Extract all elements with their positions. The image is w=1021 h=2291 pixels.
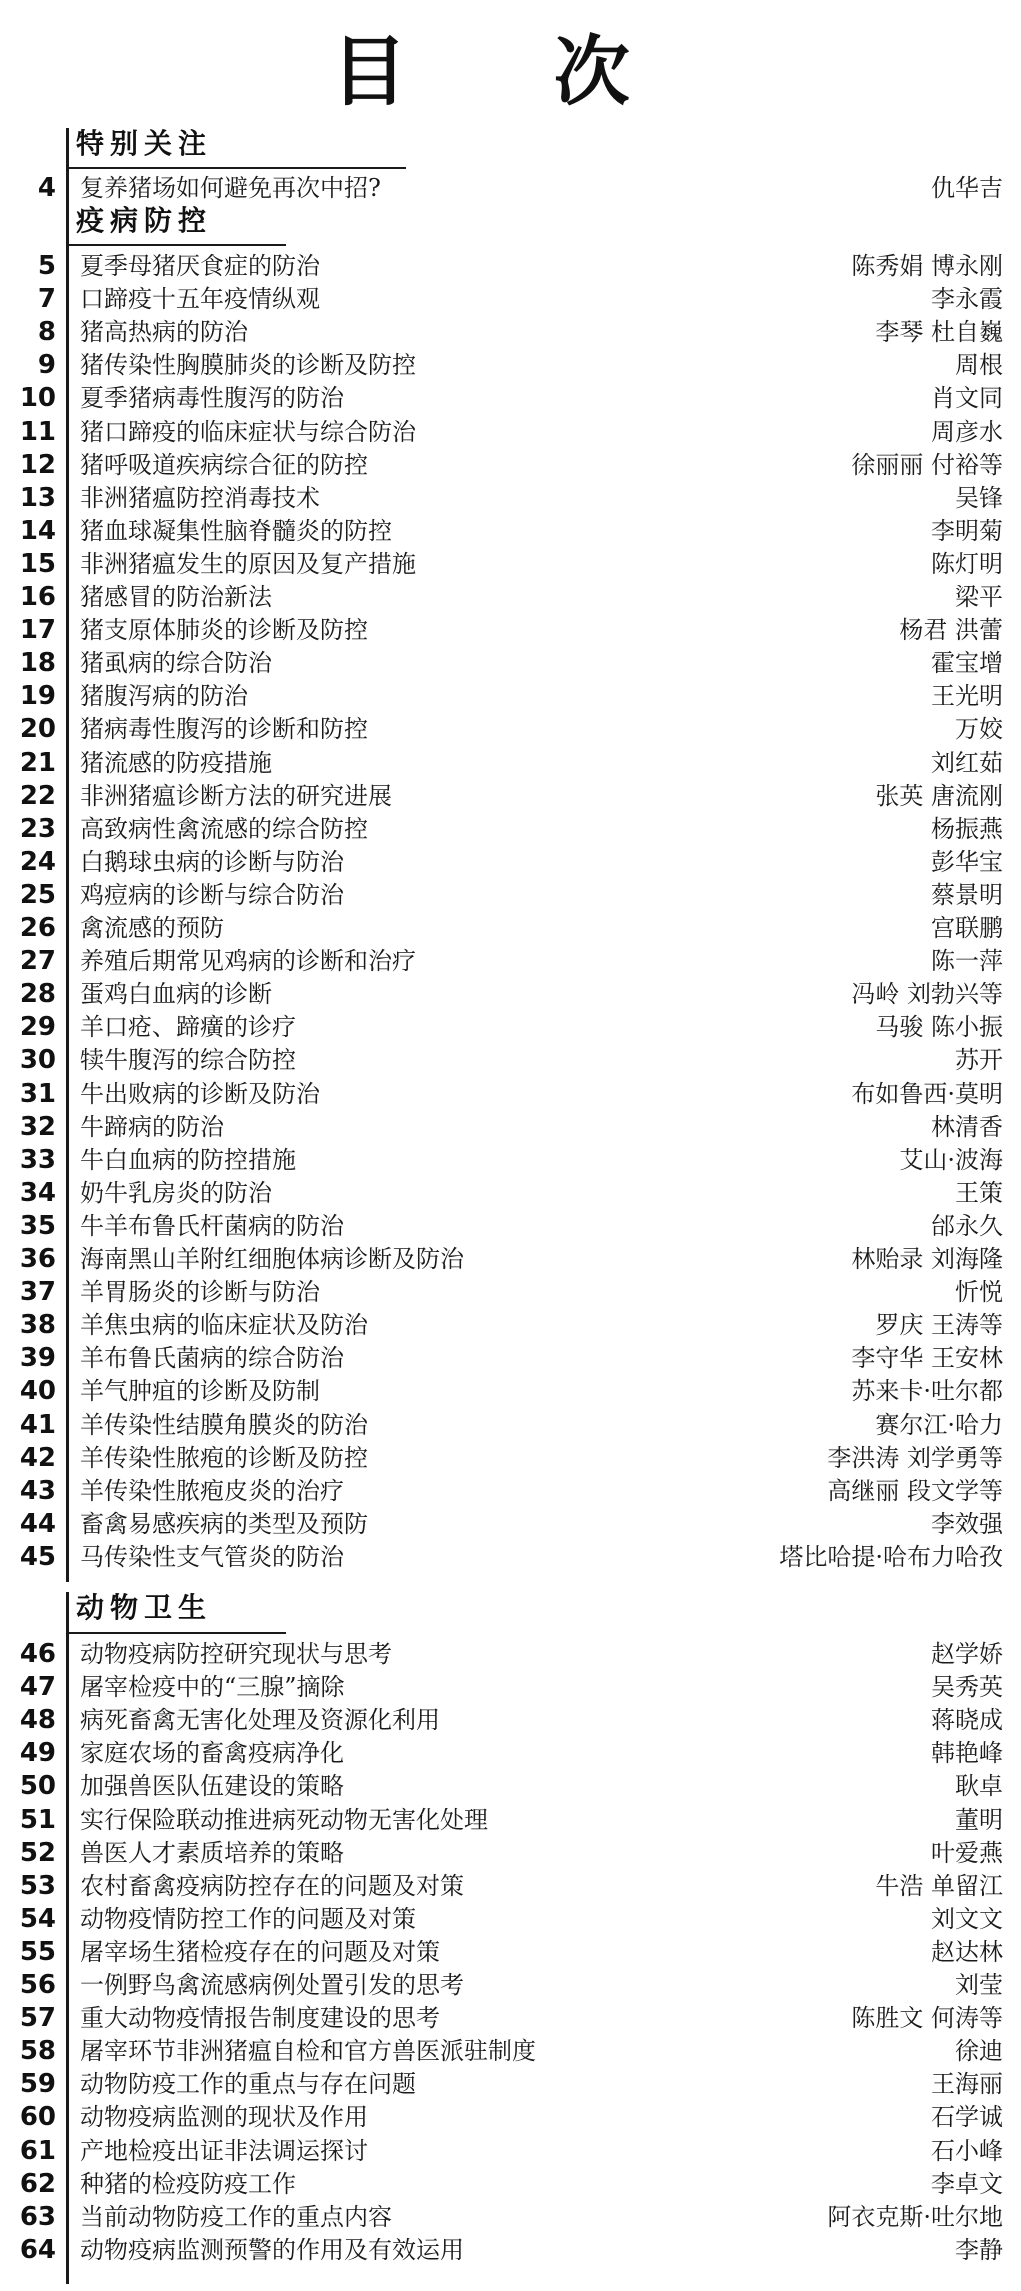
page-number: 25 — [19, 879, 56, 910]
article-title: 养殖后期常见鸡病的诊断和治疗 — [80, 947, 416, 976]
article-title: 羊胃肠炎的诊断与防治 — [80, 1278, 320, 1307]
article-title: 非洲猪瘟发生的原因及复产措施 — [80, 549, 416, 578]
article-author: 杨君 洪蕾 — [899, 616, 1003, 645]
page-number: 43 — [19, 1475, 56, 1506]
section-special-focus-heading: 特别关注 — [76, 127, 213, 160]
article-title: 当前动物防疫工作的重点内容 — [80, 2202, 392, 2231]
toc-entry[interactable] — [0, 2234, 1021, 2267]
article-title: 兽医人才素质培养的策略 — [80, 1838, 344, 1867]
article-title: 实行保险联动推进病死动物无害化处理 — [80, 1805, 488, 1834]
article-title: 一例野鸟禽流感病例处置引发的思考 — [80, 1971, 464, 1999]
article-author: 耿卓 — [955, 1772, 1003, 1801]
toc-entry[interactable] — [0, 912, 1021, 945]
page-number: 27 — [19, 946, 56, 977]
page-number: 31 — [19, 1078, 56, 1109]
article-title: 羊布鲁氏菌病的综合防治 — [80, 1344, 344, 1373]
article-author: 罗庆 王涛等 — [875, 1311, 1003, 1340]
page-number: 10 — [19, 383, 56, 414]
article-author: 李洪涛 刘学勇等 — [827, 1443, 1003, 1472]
article-title: 白鹅球虫病的诊断与防治 — [80, 847, 344, 876]
article-title: 动物疫病监测的现状及作用 — [80, 2103, 368, 2132]
article-author: 李永霞 — [931, 285, 1003, 314]
section-animal-health-heading: 动物卫生 — [76, 1591, 213, 1624]
article-title: 猪支原体肺炎的诊断及防控 — [80, 616, 368, 645]
article-author: 马骏 陈小振 — [875, 1013, 1003, 1042]
toc-entry[interactable] — [0, 2135, 1021, 2168]
article-title: 夏季母猪厌食症的防治 — [80, 252, 320, 280]
page-number: 59 — [19, 2069, 56, 2100]
article-title: 高致病性禽流感的综合防控 — [80, 814, 368, 843]
toc-entry[interactable] — [0, 172, 1021, 205]
toc-entry[interactable] — [0, 1638, 1021, 1671]
article-author: 蒋晓成 — [931, 1706, 1003, 1735]
page-number: 4 — [37, 173, 56, 203]
article-title: 农村畜禽疫病防控存在的问题及对策 — [80, 1871, 464, 1900]
article-title: 畜禽易感疾病的类型及预防 — [80, 1509, 368, 1538]
page-number: 45 — [19, 1541, 56, 1572]
page-number: 15 — [19, 548, 56, 579]
toc-entry[interactable] — [0, 1243, 1021, 1276]
page-number: 34 — [19, 1177, 56, 1208]
page-number: 42 — [19, 1442, 56, 1473]
toc-entry[interactable] — [0, 1442, 1021, 1475]
article-author: 石小峰 — [931, 2136, 1003, 2165]
article-title: 猪病毒性腹泻的诊断和防控 — [80, 715, 368, 744]
toc-entry[interactable] — [0, 349, 1021, 382]
article-author: 李明菊 — [931, 516, 1003, 545]
article-author: 苏来卡·吐尔都 — [851, 1377, 1003, 1406]
toc-entry[interactable] — [0, 581, 1021, 614]
toc-entry[interactable] — [0, 1837, 1021, 1870]
article-title: 羊气肿疽的诊断及防制 — [80, 1377, 320, 1406]
article-title: 犊牛腹泻的综合防控 — [80, 1046, 296, 1075]
toc-entry[interactable] — [0, 1111, 1021, 1144]
page-number: 18 — [19, 648, 56, 679]
page-number: 37 — [19, 1277, 56, 1308]
article-author: 忻悦 — [955, 1278, 1003, 1307]
article-title: 羊传染性脓疱皮炎的治疗 — [80, 1476, 344, 1505]
toc-entry[interactable] — [0, 515, 1021, 548]
page-number: 58 — [19, 2036, 56, 2067]
page-number: 50 — [19, 1771, 56, 1802]
page-number: 28 — [19, 979, 56, 1010]
page-number: 55 — [19, 1936, 56, 1967]
article-title: 猪流感的防疫措施 — [80, 748, 272, 777]
page-number: 47 — [19, 1672, 56, 1703]
article-title: 蛋鸡白血病的诊断 — [80, 980, 272, 1009]
article-author: 周彦水 — [931, 417, 1003, 446]
toc-entry[interactable] — [0, 1309, 1021, 1342]
toc-entry[interactable] — [0, 1276, 1021, 1309]
article-author: 陈胜文 何涛等 — [851, 2004, 1003, 2033]
page-title: 目 次 — [331, 27, 690, 116]
article-title: 猪传染性胸膜肺炎的诊断及防控 — [80, 351, 416, 380]
article-author: 吴锋 — [955, 483, 1003, 512]
page-number: 44 — [19, 1508, 56, 1539]
article-author: 肖文同 — [931, 384, 1003, 413]
toc-entry[interactable] — [0, 316, 1021, 349]
article-title: 屠宰场生猪检疫存在的问题及对策 — [80, 1937, 440, 1966]
article-author: 赛尔江·哈力 — [875, 1410, 1003, 1439]
toc-entry[interactable] — [0, 2168, 1021, 2201]
toc-entry[interactable] — [0, 1475, 1021, 1508]
article-author: 陈一萍 — [931, 947, 1003, 976]
article-title: 猪感冒的防治新法 — [80, 583, 272, 611]
page-number: 11 — [19, 416, 56, 447]
article-title: 奶牛乳房炎的防治 — [80, 1178, 272, 1207]
article-author: 林清香 — [931, 1112, 1003, 1141]
section-disease-control-heading: 疫病防控 — [76, 204, 213, 237]
page-number: 61 — [19, 2135, 56, 2166]
page-number: 14 — [19, 515, 56, 546]
page-number: 12 — [19, 449, 56, 480]
section-rule-horizontal — [66, 244, 286, 246]
article-title: 非洲猪瘟防控消毒技术 — [80, 483, 320, 512]
page-number: 49 — [19, 1738, 56, 1769]
page-number: 32 — [19, 1111, 56, 1142]
toc-entry[interactable] — [0, 449, 1021, 482]
article-author: 仇华吉 — [931, 174, 1003, 202]
article-author: 赵学娇 — [931, 1640, 1003, 1668]
article-title: 非洲猪瘟诊断方法的研究进展 — [80, 781, 392, 810]
toc-entry[interactable] — [0, 813, 1021, 846]
page-number: 5 — [37, 251, 56, 281]
page-number: 9 — [37, 350, 56, 381]
article-title: 屠宰检疫中的“三腺”摘除 — [80, 1673, 345, 1702]
toc-entry[interactable] — [0, 647, 1021, 680]
toc-entry[interactable] — [0, 945, 1021, 978]
article-author: 梁平 — [955, 583, 1003, 611]
article-title: 猪虱病的综合防治 — [80, 649, 272, 678]
article-title: 牛白血病的防控措施 — [80, 1145, 296, 1174]
article-author: 张英 唐流刚 — [875, 781, 1003, 810]
article-title: 口蹄疫十五年疫情纵观 — [80, 285, 320, 314]
page-number: 36 — [19, 1244, 56, 1274]
toc-entry[interactable] — [0, 1342, 1021, 1375]
article-title: 夏季猪病毒性腹泻的防治 — [80, 384, 344, 413]
toc-entry[interactable] — [0, 482, 1021, 515]
page-number: 22 — [19, 780, 56, 811]
section-rule-horizontal — [66, 167, 406, 169]
article-author: 李琴 杜自巍 — [875, 318, 1003, 347]
article-title: 牛出败病的诊断及防治 — [80, 1079, 320, 1108]
article-author: 王策 — [955, 1178, 1003, 1207]
article-title: 病死畜禽无害化处理及资源化利用 — [80, 1706, 440, 1735]
article-title: 动物疫病监测预警的作用及有效运用 — [80, 2235, 464, 2264]
article-author: 赵达林 — [931, 1937, 1003, 1966]
toc-entry[interactable] — [0, 1375, 1021, 1408]
article-title: 海南黑山羊附红细胞体病诊断及防治 — [80, 1245, 464, 1273]
page-number: 56 — [19, 1970, 56, 2000]
article-title: 猪口蹄疫的临床症状与综合防治 — [80, 417, 416, 446]
article-title: 种猪的检疫防疫工作 — [80, 2169, 296, 2198]
toc-entry[interactable] — [0, 978, 1021, 1011]
article-author: 刘文文 — [931, 1904, 1003, 1933]
page-number: 30 — [19, 1045, 56, 1076]
page-number: 29 — [19, 1012, 56, 1043]
page-number: 35 — [19, 1210, 56, 1241]
toc-entry[interactable] — [0, 1177, 1021, 1210]
article-author: 李守华 王安林 — [851, 1344, 1003, 1373]
article-title: 羊口疮、蹄癀的诊疗 — [80, 1013, 296, 1042]
toc-entry[interactable] — [0, 1770, 1021, 1803]
article-title: 屠宰环节非洲猪瘟自检和官方兽医派驻制度 — [80, 2037, 536, 2066]
page-number: 33 — [19, 1144, 56, 1175]
page-number: 54 — [19, 1903, 56, 1934]
article-author: 韩艳峰 — [931, 1739, 1003, 1768]
article-title: 重大动物疫情报告制度建设的思考 — [80, 2004, 440, 2033]
article-author: 吴秀英 — [931, 1673, 1003, 1702]
toc-entry[interactable] — [0, 250, 1021, 283]
article-author: 王海丽 — [931, 2070, 1003, 2099]
page-number: 64 — [19, 2234, 56, 2265]
toc-entry[interactable] — [0, 1870, 1021, 1903]
article-title: 复养猪场如何避免再次中招? — [80, 174, 381, 202]
toc-entry[interactable] — [0, 1936, 1021, 1969]
toc-entry[interactable] — [0, 283, 1021, 316]
page-number: 40 — [19, 1376, 56, 1407]
article-author: 阿衣克斯·吐尔地 — [827, 2202, 1003, 2231]
article-author: 宫联鹏 — [931, 914, 1003, 942]
toc-entry[interactable] — [0, 680, 1021, 713]
article-author: 霍宝增 — [931, 649, 1003, 678]
toc-entry[interactable] — [0, 1508, 1021, 1541]
page-number: 41 — [19, 1409, 56, 1440]
article-author: 林贻录 刘海隆 — [851, 1245, 1003, 1273]
toc-entry[interactable] — [0, 1541, 1021, 1574]
toc-entry[interactable] — [0, 747, 1021, 780]
page-number: 62 — [19, 2168, 56, 2199]
article-author: 徐迪 — [955, 2037, 1003, 2066]
page-number: 39 — [19, 1343, 56, 1374]
article-title: 家庭农场的畜禽疫病净化 — [80, 1739, 344, 1768]
article-author: 王光明 — [931, 682, 1003, 711]
article-title: 羊传染性结膜角膜炎的防治 — [80, 1410, 368, 1439]
article-author: 艾山·波海 — [899, 1145, 1003, 1174]
page-number: 60 — [19, 2102, 56, 2133]
article-author: 杨振燕 — [931, 814, 1003, 843]
article-author: 牛浩 单留江 — [875, 1871, 1003, 1900]
toc-entry[interactable] — [0, 846, 1021, 879]
toc-entry[interactable] — [0, 1210, 1021, 1243]
article-author: 彭华宝 — [931, 847, 1003, 876]
page-number: 26 — [19, 913, 56, 943]
page-number: 46 — [19, 1639, 56, 1669]
article-author: 刘红茹 — [931, 748, 1003, 777]
toc-entry[interactable] — [0, 2035, 1021, 2068]
toc-entry[interactable] — [0, 1704, 1021, 1737]
article-title: 猪血球凝集性脑脊髓炎的防控 — [80, 516, 392, 545]
toc-entry[interactable] — [0, 1903, 1021, 1936]
page-number: 63 — [19, 2201, 56, 2232]
article-title: 羊焦虫病的临床症状及防治 — [80, 1311, 368, 1340]
toc-entry[interactable] — [0, 1409, 1021, 1442]
page-number: 8 — [37, 317, 56, 348]
article-author: 塔比哈提·哈布力哈孜 — [779, 1542, 1003, 1571]
page-number: 16 — [19, 582, 56, 612]
toc-entry[interactable] — [0, 382, 1021, 415]
page-number: 24 — [19, 846, 56, 877]
article-author: 邰永久 — [931, 1211, 1003, 1240]
article-title: 动物疫情防控工作的问题及对策 — [80, 1904, 416, 1933]
article-title: 猪腹泻病的防治 — [80, 682, 248, 711]
page-number: 20 — [19, 714, 56, 745]
article-author: 蔡景明 — [931, 880, 1003, 909]
page-number: 17 — [19, 615, 56, 646]
article-author: 李效强 — [931, 1509, 1003, 1538]
article-title: 鸡痘病的诊断与综合防治 — [80, 880, 344, 909]
toc-entry[interactable] — [0, 614, 1021, 647]
page-number: 52 — [19, 1837, 56, 1868]
article-title: 加强兽医队伍建设的策略 — [80, 1772, 344, 1801]
page-number: 57 — [19, 2003, 56, 2034]
article-title: 猪高热病的防治 — [80, 318, 248, 347]
toc-entry[interactable] — [0, 2002, 1021, 2035]
toc-entry[interactable] — [0, 713, 1021, 746]
toc-entry[interactable] — [0, 1737, 1021, 1770]
page-number: 38 — [19, 1310, 56, 1341]
article-author: 布如鲁西·莫明 — [851, 1079, 1003, 1108]
article-title: 马传染性支气管炎的防治 — [80, 1542, 344, 1571]
toc-entry[interactable] — [0, 780, 1021, 813]
toc-entry[interactable] — [0, 2068, 1021, 2101]
article-title: 牛蹄病的防治 — [80, 1112, 224, 1141]
article-author: 刘莹 — [955, 1971, 1003, 1999]
article-title: 动物疫病防控研究现状与思考 — [80, 1640, 392, 1668]
page-number: 53 — [19, 1870, 56, 1901]
article-author: 董明 — [955, 1805, 1003, 1834]
article-author: 苏开 — [955, 1046, 1003, 1075]
article-author: 陈秀娟 博永刚 — [851, 252, 1003, 280]
article-title: 猪呼吸道疾病综合征的防控 — [80, 450, 368, 479]
article-author: 李静 — [955, 2235, 1003, 2264]
toc-entry[interactable] — [0, 879, 1021, 912]
article-author: 叶爱燕 — [931, 1838, 1003, 1867]
article-author: 徐丽丽 付裕等 — [851, 450, 1003, 479]
toc-entry[interactable] — [0, 1144, 1021, 1177]
article-title: 牛羊布鲁氏杆菌病的防治 — [80, 1211, 344, 1240]
page-number: 48 — [19, 1705, 56, 1736]
toc-entry[interactable] — [0, 1078, 1021, 1111]
article-title: 羊传染性脓疱的诊断及防控 — [80, 1443, 368, 1472]
toc-entry[interactable] — [0, 416, 1021, 449]
page-number: 21 — [19, 747, 56, 778]
page-number: 13 — [19, 482, 56, 513]
article-author: 万姣 — [955, 715, 1003, 744]
article-title: 禽流感的预防 — [80, 914, 224, 942]
page-number: 7 — [37, 284, 56, 315]
toc-entry[interactable] — [0, 2201, 1021, 2234]
article-title: 动物防疫工作的重点与存在问题 — [80, 2070, 416, 2099]
toc-entry[interactable] — [0, 1804, 1021, 1837]
article-author: 石学诚 — [931, 2103, 1003, 2132]
article-author: 周根 — [955, 351, 1003, 380]
article-author: 陈灯明 — [931, 549, 1003, 578]
section-rule-horizontal — [66, 1632, 286, 1634]
toc-entry[interactable] — [0, 1969, 1021, 2002]
article-author: 冯岭 刘勃兴等 — [851, 980, 1003, 1009]
toc-entry[interactable] — [0, 2101, 1021, 2134]
page-number: 19 — [19, 681, 56, 712]
toc-entry[interactable] — [0, 1671, 1021, 1704]
toc-entry[interactable] — [0, 1044, 1021, 1077]
toc-entry[interactable] — [0, 548, 1021, 581]
page-number: 51 — [19, 1804, 56, 1835]
toc-entry[interactable] — [0, 1011, 1021, 1044]
article-author: 高继丽 段文学等 — [827, 1476, 1003, 1505]
article-author: 李卓文 — [931, 2169, 1003, 2198]
article-title: 产地检疫出证非法调运探讨 — [80, 2136, 368, 2165]
page-number: 23 — [19, 813, 56, 844]
